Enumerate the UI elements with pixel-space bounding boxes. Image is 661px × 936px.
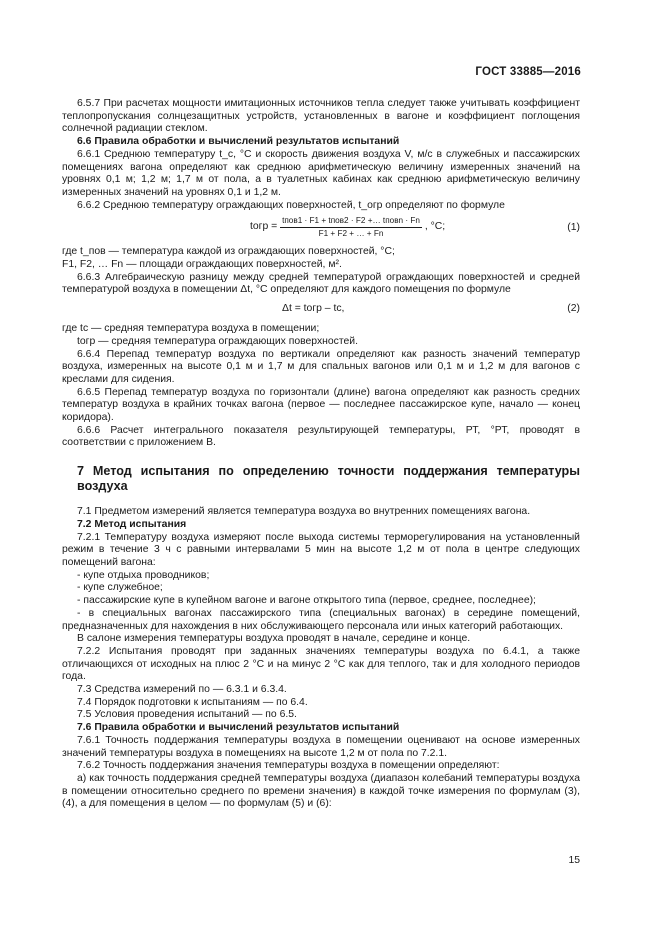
paragraph-6-6-3: 6.6.3 Алгебраическую разницу между средней температурой ограждающих поверхностей и средней температурой воздуха в помещении Δt, °С определяют для каждого помещения по формуле [62, 271, 580, 296]
where-2b: tогр — средняя температура ограждающих поверхностей. [77, 335, 358, 347]
paragraph-6-6-6: 6.6.6 Расчет интегрального показателя результирующей температуры, РТ, °РТ, проводят в соответствии с приложением В. [62, 424, 580, 449]
paragraph-6-6-4: 6.6.4 Перепад температур воздуха по вертикали определяют как разность значений температур воздуха, измеренных на высоте 0,1 м и 1,7 м для спальных вагонов или 0,1 м и 1,2 м для вагонов с креслами для сидения. [62, 348, 580, 385]
section-7-heading: 7 Метод испытания по определению точности поддержания температуры воздуха [77, 464, 580, 494]
paragraph-7-6-2: 7.6.2 Точность поддержания значения температуры воздуха в помещении определяют: [77, 760, 500, 772]
paragraph-7-3: 7.3 Средства измерений по — 6.3.1 и 6.3.4. [77, 684, 287, 696]
formula-2 [62, 301, 580, 317]
formula-1-unit: , °С; [424, 221, 446, 233]
equation-number-2: (2) [567, 303, 580, 315]
heading-7-2: 7.2 Метод испытания [77, 518, 187, 530]
heading-6-6: 6.6 Правила обработки и вычислений результатов испытаний [77, 136, 400, 148]
paragraph-6-6-2: 6.6.2 Среднюю температуру ограждающих поверхностей, t_огр определяют по формуле [77, 199, 505, 211]
paragraph-6-6-5: 6.6.5 Перепад температур воздуха по горизонтали (длине) вагона определяют как разность средних температур воздуха в крайних точках вагона (первое — последнее пассажирское купе, начало — конец коридора). [62, 386, 580, 424]
formula-2-expression: Δt = tогр – tс, [282, 303, 345, 315]
heading-7-6: 7.6 Правила обработки и вычислений результатов испытаний [77, 722, 400, 734]
equation-number-1: (1) [567, 222, 580, 234]
list-item: - в специальных вагонах пассажирского типа (специальных вагонах) в середине помещений, предназначенных для нахождения в них обслуживающего персонала или иных категорий работающих. [62, 607, 580, 632]
paragraph-7-2-2: 7.2.2 Испытания проводят при заданных значениях температуры воздуха по 6.4.1, а также отличающихся от исходных на плюс 2 °С и на минус 2 °С как для теплого, так и для холодного периодов года. [62, 645, 580, 683]
paragraph-7-6-1: 7.6.1 Точность поддержания температуры воздуха в помещении оценивают на основе измеренных значений температуры воздуха в помещениях на высоте 1,2 м от пола по 7.2.1. [62, 734, 580, 759]
paragraph-7-4: 7.4 Порядок подготовки к испытаниям — по 6.4. [77, 696, 308, 708]
where-2a: где tс — средняя температура воздуха в помещении; [62, 323, 320, 335]
paragraph-7-6-2a: а) как точность поддержания средней температуры воздуха (диапазон колебаний температуры воздуха в помещении относительно среднего по времени значения) в каждой точке измерения по формулам (3), (4), а для помещения в целом — по формулам (5) и (6): [62, 772, 580, 810]
document-header: ГОСТ 33885—2016 [475, 66, 581, 78]
formula-1 [62, 214, 580, 242]
paragraph-7-2-1: 7.2.1 Температуру воздуха измеряют после выхода системы терморегулирования на установленный режим в течение 3 ч с равными интервалами 5 мин на высоте 1,2 м от пола в центре следующих помещений вагона: [62, 531, 580, 568]
formula-1-denominator: F1 + F2 + … + Fn [318, 229, 384, 239]
where-1b: F1, F2, … Fn — площади ограждающих поверхностей, м². [62, 259, 342, 271]
formula-1-fraction [280, 216, 422, 239]
where-1a: где t_пов — температура каждой из ограждающих поверхностей, °С; [62, 246, 395, 258]
document-body [62, 98, 580, 811]
paragraph-6-5-7: 6.5.7 При расчетах мощности имитационных источников тепла следует также учитывать коэффициент теплопропускания солнцезащитных устройств, установленных в вагоне и коэффициент поглощения солнечной радиации стеклом. [62, 98, 580, 135]
list-item: - купе отдыха проводников; [77, 569, 210, 581]
list-item: - пассажирские купе в купейном вагоне и вагоне открытого типа (первое, среднее, последнее); [77, 595, 536, 607]
formula-1-lhs: tогр = [250, 221, 278, 233]
formula-1-numerator: tпов1 · F1 + tпов2 · F2 +… tповn · Fn [280, 216, 422, 228]
paragraph-7-1: 7.1 Предметом измерений является температура воздуха во внутренних помещениях вагона. [77, 506, 531, 518]
paragraph-6-6-1: 6.6.1 Среднюю температуру t_с, °С и скорость движения воздуха V, м/с в служебных и пассажирских помещениях вагона определяют как среднюю арифметическую величину измеренных значений на уровнях 0,1 м; 1,2 м; 1,7 м от пола, а в туалетных кабинах как среднюю арифметическую величину измеренных значений на уровнях 0,1 и 1,2 м. [62, 148, 580, 198]
paragraph-7-2-1b: В салоне измерения температуры воздуха проводят в начале, середине и конце. [77, 633, 471, 645]
paragraph-7-5: 7.5 Условия проведения испытаний — по 6.5. [77, 709, 297, 721]
list-item: - купе служебное; [77, 582, 163, 594]
page-number: 15 [568, 855, 580, 866]
